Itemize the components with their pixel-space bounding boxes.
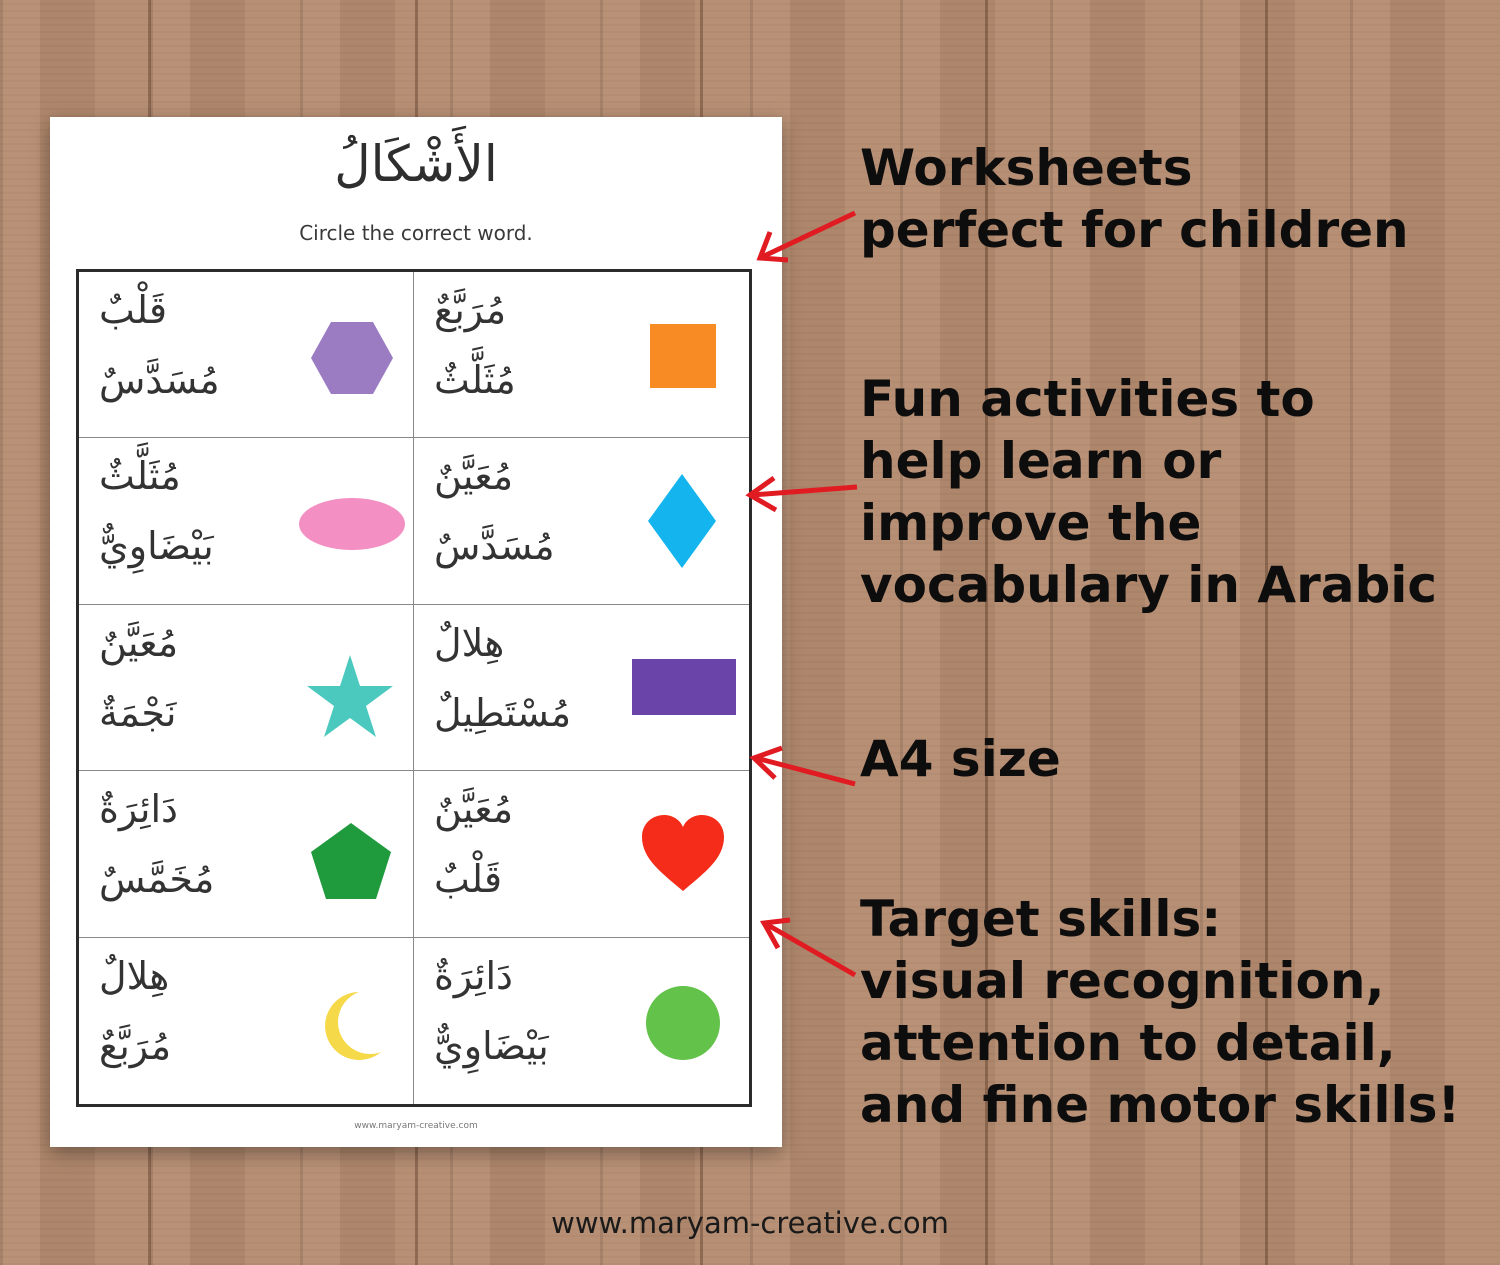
site-url: www.maryam-creative.com: [551, 1206, 949, 1240]
feature-worksheets: Worksheets perfect for children: [860, 139, 1409, 259]
word-option[interactable]: مُثَلَّثٌ: [434, 358, 516, 402]
word-option[interactable]: مُرَبَّعٌ: [434, 288, 507, 332]
arrow-worksheets-icon: [760, 213, 855, 260]
word-option[interactable]: مُرَبَّعٌ: [99, 1023, 172, 1068]
feature-activities: Fun activities to help learn or improve the vocabulary in Arabic: [860, 370, 1438, 614]
word-option[interactable]: مُعَيَّنٌ: [434, 787, 514, 832]
word-option[interactable]: مُسَدَّسٌ: [434, 524, 555, 569]
word-option[interactable]: مُسْتَطِيلٌ: [434, 690, 572, 735]
word-option[interactable]: مُعَيَّنٌ: [99, 620, 179, 665]
word-option[interactable]: دَائِرَةٌ: [434, 953, 513, 998]
word-option[interactable]: هِلالٌ: [99, 953, 170, 998]
worksheet-footer: www.maryam-creative.com: [354, 1121, 478, 1131]
word-option[interactable]: بَيْضَاوِيٌّ: [434, 1023, 549, 1068]
word-option[interactable]: مُثَلَّثٌ: [99, 454, 181, 499]
word-option[interactable]: قَلْبٌ: [434, 857, 503, 902]
word-option[interactable]: مُسَدَّسٌ: [99, 358, 220, 402]
word-option[interactable]: بَيْضَاوِيٌّ: [99, 524, 214, 569]
word-option[interactable]: مُعَيَّنٌ: [434, 454, 514, 499]
word-option[interactable]: نَجْمَةٌ: [99, 690, 177, 735]
word-option[interactable]: دَائِرَةٌ: [99, 787, 178, 832]
worksheet-instructions: Circle the correct word.: [299, 221, 533, 245]
word-option[interactable]: قَلْبٌ: [99, 288, 168, 332]
worksheet-title: الأَشْكَالُ: [334, 135, 498, 193]
arrow-a4-icon: [754, 748, 855, 784]
word-option[interactable]: مُخَمَّسٌ: [99, 857, 215, 902]
word-option[interactable]: هِلالٌ: [434, 620, 505, 665]
feature-target-skills: Target skills: visual recognition, attention to detail, and fine motor skills!: [860, 890, 1461, 1134]
feature-a4-size: A4 size: [860, 730, 1061, 788]
arrow-activities-icon: [750, 478, 857, 510]
arrow-skills-icon: [764, 920, 855, 975]
